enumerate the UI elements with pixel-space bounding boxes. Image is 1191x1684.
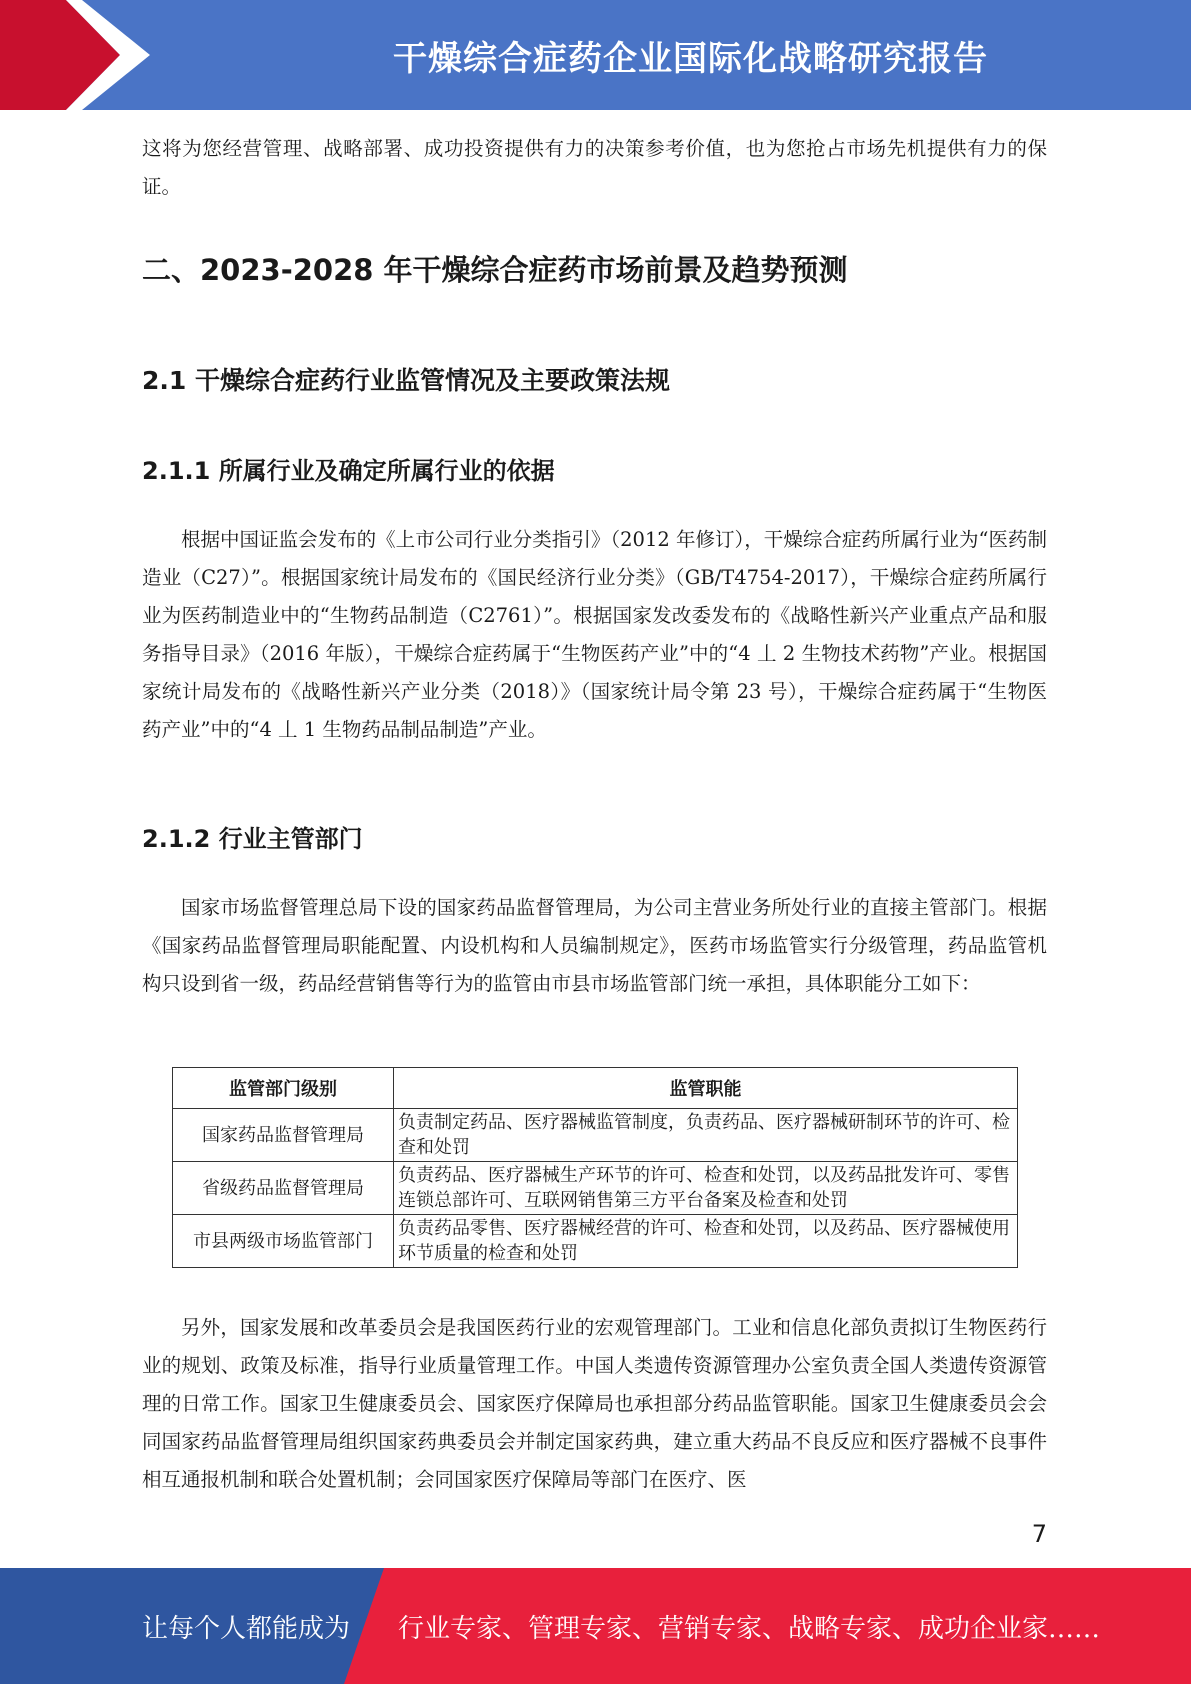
section-2-1-1-heading: 2.1.1 所属行业及确定所属行业的依据: [142, 457, 555, 485]
intro-block: [142, 130, 1047, 206]
table-cell-level: 国家药品监督管理局: [173, 1109, 394, 1162]
page-number: 7: [1031, 1520, 1047, 1548]
section-2-1-2-body: [142, 889, 1047, 1003]
footer-slogan-right: 行业专家、管理专家、营销专家、战略专家、成功企业家……: [398, 1613, 1101, 1644]
table-row: [173, 1162, 1018, 1215]
section-2-1-1-body: [142, 521, 1047, 749]
section-2-1-2-heading: 2.1.2 行业主管部门: [142, 825, 363, 853]
header-arrow-ribbon-icon: [0, 0, 160, 110]
table-cell-level: 市县两级市场监管部门: [173, 1215, 394, 1268]
table-cell-duty: 负责药品、医疗器械生产环节的许可、检查和处罚，以及药品批发许可、零售连锁总部许可、互联网销售第三方平台备案及检查和处罚: [394, 1162, 1018, 1215]
closing-paragraph: 另外，国家发展和改革委员会是我国医药行业的宏观管理部门。工业和信息化部负责拟订生物医药行业的规划、政策及标准，指导行业质量管理工作。中国人类遗传资源管理办公室负责全国人类遗传资源管理的日常工作。国家卫生健康委员会、国家医疗保障局也承担部分药品监管职能。国家卫生健康委员会会同国家药品监督管理局组织国家药典委员会并制定国家药典，建立重大药品不良反应和医疗器械不良事件相互通报机制和联合处置机制；会同国家医疗保障局等部门在医疗、医: [142, 1316, 1047, 1491]
authority-paragraph: 国家市场监督管理总局下设的国家药品监督管理局，为公司主营业务所处行业的直接主管部门。根据《国家药品监督管理局职能配置、内设机构和人员编制规定》，医药市场监管实行分级管理，药品监管机构只设到省一级，药品经营销售等行为的监管由市县市场监管部门统一承担，具体职能分工如下：: [142, 896, 1047, 995]
footer-banner: [0, 1568, 1191, 1684]
section-2-1-heading: 2.1 干燥综合症药行业监管情况及主要政策法规: [142, 366, 670, 395]
intro-paragraph: 这将为您经营管理、战略部署、成功投资提供有力的决策参考价值，也为您抢占市场先机提供有力的保证。: [142, 137, 1047, 198]
table-header-row: [173, 1068, 1018, 1109]
table-cell-duty: 负责制定药品、医疗器械监管制度，负责药品、医疗器械研制环节的许可、检查和处罚: [394, 1109, 1018, 1162]
table-row: [173, 1215, 1018, 1268]
report-header-bar: [0, 0, 1191, 110]
table-header-duty: 监管职能: [394, 1068, 1018, 1109]
report-title: 干燥综合症药企业国际化战略研究报告: [393, 38, 988, 79]
table-cell-level: 省级药品监督管理局: [173, 1162, 394, 1215]
regulation-table: [172, 1067, 1018, 1268]
closing-block: [142, 1309, 1047, 1499]
industry-basis-paragraph: 根据中国证监会发布的《上市公司行业分类指引》（2012 年修订），干燥综合症药所属行业为“医药制造业（C27）”。根据国家统计局发布的《国民经济行业分类》（GB/T4754-2017），干燥综合症药所属行业为医药制造业中的“生物药品制造（C2761）”。根据国家发改委发布的《战略性新兴产业重点产品和服务指导目录》（2016 年版），干燥综合症药属于“生物医药产业”中的“4 丄 2 生物技术药物”产业。根据国家统计局发布的《战略性新兴产业分类（2018）》（国家统计局令第 23 号），干燥综合症药属于“生物医药产业”中的“4 丄 1 生物药品制品制造”产业。: [142, 528, 1047, 741]
table-row: [173, 1109, 1018, 1162]
table-header-level: 监管部门级别: [173, 1068, 394, 1109]
footer-slogan-left: 让每个人都能成为: [142, 1613, 351, 1644]
table-cell-duty: 负责药品零售、医疗器械经营的许可、检查和处罚，以及药品、医疗器械使用环节质量的检查和处罚: [394, 1215, 1018, 1268]
section-2-heading: 二、2023-2028 年干燥综合症药市场前景及趋势预测: [142, 253, 848, 287]
